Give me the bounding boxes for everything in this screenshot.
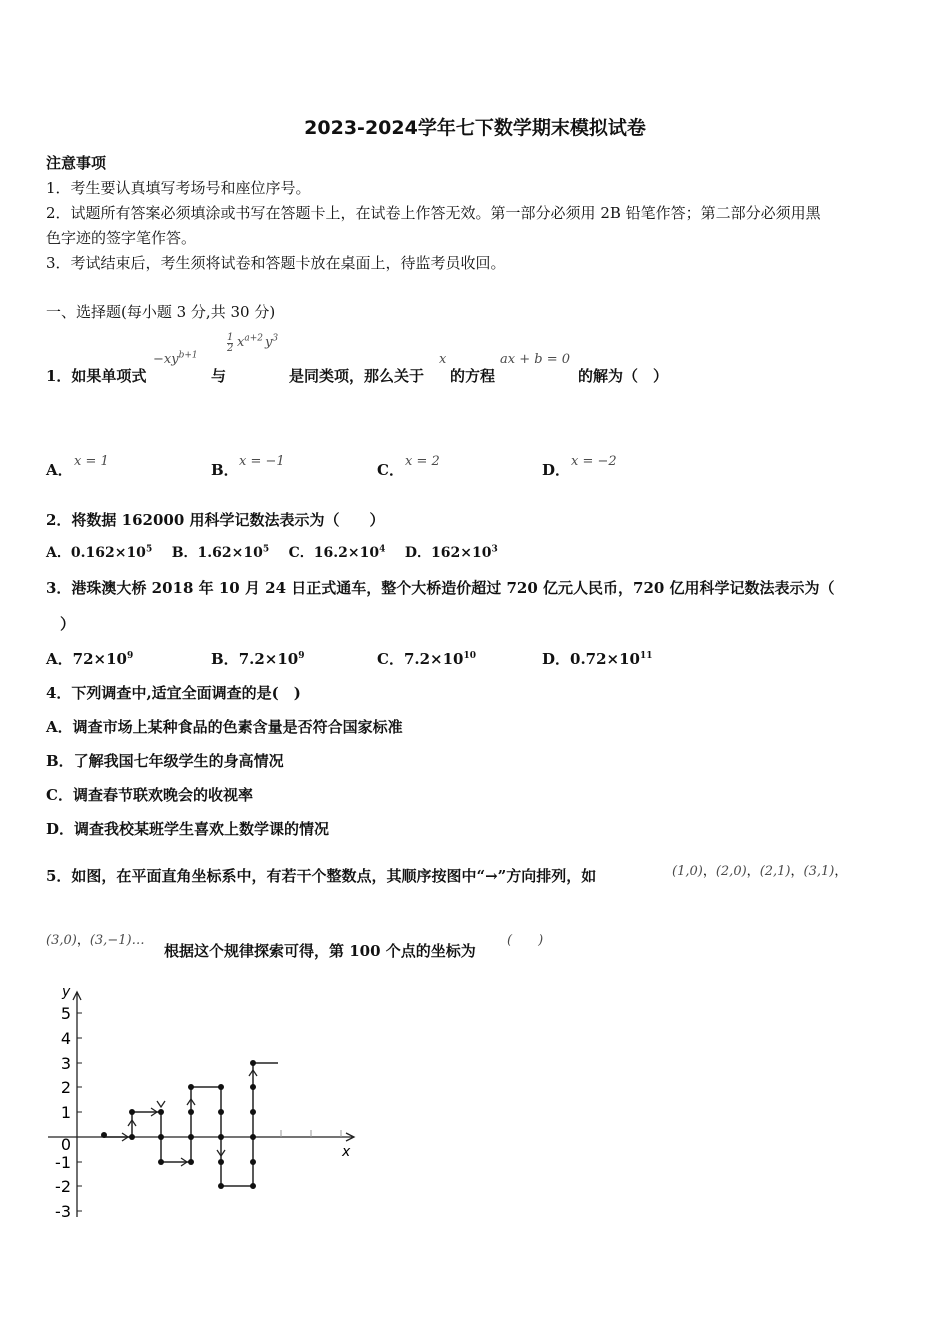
y-tick-4: 4 bbox=[60, 1029, 71, 1048]
q3-option-d: D．$0.72\times 10^{11}$ bbox=[542, 650, 653, 668]
q2-option-d: D．$162\times 10^3$ bbox=[404, 544, 498, 561]
q2-option-b: B．$1.62\times 10^5$ bbox=[171, 544, 270, 561]
x-axis-label: x bbox=[342, 1144, 351, 1160]
page-title: 2023-2024学年七下数学期末模拟试卷 bbox=[304, 117, 646, 139]
q3-option-b: B．$7.2\times 10^9$ bbox=[211, 650, 305, 668]
q1-mid: 与 bbox=[211, 367, 227, 385]
q1-option-d-value: x = −2 bbox=[571, 454, 617, 469]
q5-points-line1: (1,0)，(2,0)，(2,1)，(3,1)， bbox=[672, 864, 848, 879]
q5-answer-blank: ( ) bbox=[507, 933, 544, 948]
q3-stem: 3．港珠澳大桥 2018 年 10 月 24 日正式通车，整个大桥造价超过 720 亿元人民币，720 亿用科学记数法表示为（ bbox=[46, 579, 835, 597]
notice-item-3: 3．考试结束后，考生须将试卷和答题卡放在桌面上，待监考员收回。 bbox=[46, 254, 506, 272]
q5-points-line2: (3,0)，(3,−1)… bbox=[46, 933, 145, 948]
q1-monomial-2: $x^{a+2}$ $y^3$ bbox=[237, 333, 279, 350]
q1-option-c: C． bbox=[377, 461, 404, 479]
lattice-points bbox=[101, 1060, 256, 1189]
q4-option-a: A．调查市场上某种食品的色素含量是否符合国家标准 bbox=[46, 718, 403, 736]
y-tick-0: 0 bbox=[60, 1135, 71, 1154]
q1-option-b: B． bbox=[211, 461, 239, 479]
q2-stem: 2．将数据 162000 用科学记数法表示为（ ） bbox=[46, 511, 385, 529]
y-tick-neg3: -3 bbox=[55, 1202, 71, 1221]
q1-equation: ax + b = 0 bbox=[500, 352, 570, 367]
y-tick-5: 5 bbox=[60, 1004, 71, 1023]
y-tick-neg1: -1 bbox=[55, 1153, 71, 1172]
q5-stem: 5．如图，在平面直角坐标系中，有若干个整数点，其顺序按图中“→”方向排列，如 bbox=[46, 867, 597, 885]
q5-stem-cont: 根据这个规律探索可得，第 100 个点的坐标为 bbox=[164, 942, 476, 960]
q2-option-c: C．$16.2\times 10^4$ bbox=[288, 544, 386, 561]
y-tick-3: 3 bbox=[60, 1054, 71, 1073]
q1-option-d: D． bbox=[542, 461, 571, 479]
notice-item-2: 2．试题所有答案必须填涂或书写在答题卡上，在试卷上作答无效。第一部分必须用 2B 铅笔作答；第二部分必须用黑 bbox=[46, 204, 821, 222]
point-path bbox=[104, 1063, 278, 1186]
q4-stem: 4．下列调查中,适宜全面调查的是( ) bbox=[46, 684, 301, 702]
q1-after: 是同类项，那么关于 bbox=[289, 367, 425, 385]
q3-stem-cont: ） bbox=[60, 615, 76, 633]
notice-item-2-cont: 色字迹的签字笔作答。 bbox=[46, 229, 197, 247]
q4-option-b: B．了解我国七年级学生的身高情况 bbox=[46, 752, 284, 770]
q1-fraction: 1 2 bbox=[227, 332, 234, 354]
notice-heading: 注意事项 bbox=[46, 154, 107, 172]
q3-option-c: C．$7.2\times 10^{10}$ bbox=[377, 650, 477, 668]
y-axis-label: y bbox=[62, 984, 71, 1000]
q1-option-b-value: x = −1 bbox=[239, 454, 285, 469]
q4-option-c: C．调查春节联欢晚会的收视率 bbox=[46, 786, 253, 804]
y-tick-1: 1 bbox=[60, 1103, 71, 1122]
coordinate-graph bbox=[40, 980, 370, 1230]
y-tick-2: 2 bbox=[60, 1078, 71, 1097]
section-heading: 一、选择题(每小题 3 分,共 30 分) bbox=[46, 303, 276, 321]
q1-suffix: 的解为（ ） bbox=[578, 367, 669, 385]
q1-prefix: 1．如果单项式 bbox=[46, 367, 147, 385]
notice-item-1: 1．考生要认真填写考场号和座位序号。 bbox=[46, 179, 311, 197]
q3-option-a: A．$72\times 10^9$ bbox=[46, 650, 134, 668]
q1-eqpre: 的方程 bbox=[450, 367, 496, 385]
y-tick-neg2: -2 bbox=[55, 1177, 71, 1196]
q1-monomial-1: $-xy^{b+1}$ bbox=[153, 350, 198, 367]
direction-arrows bbox=[122, 1070, 257, 1166]
q1-var: x bbox=[439, 352, 447, 367]
q1-option-c-value: x = 2 bbox=[405, 454, 440, 469]
q4-option-d: D．调查我校某班学生喜欢上数学课的情况 bbox=[46, 820, 330, 838]
q2-option-a: A．$0.162\times 10^5$ bbox=[46, 544, 153, 561]
q1-option-a-value: x = 1 bbox=[74, 454, 109, 469]
q1-option-a: A． bbox=[46, 461, 73, 479]
q2-options bbox=[46, 542, 498, 562]
